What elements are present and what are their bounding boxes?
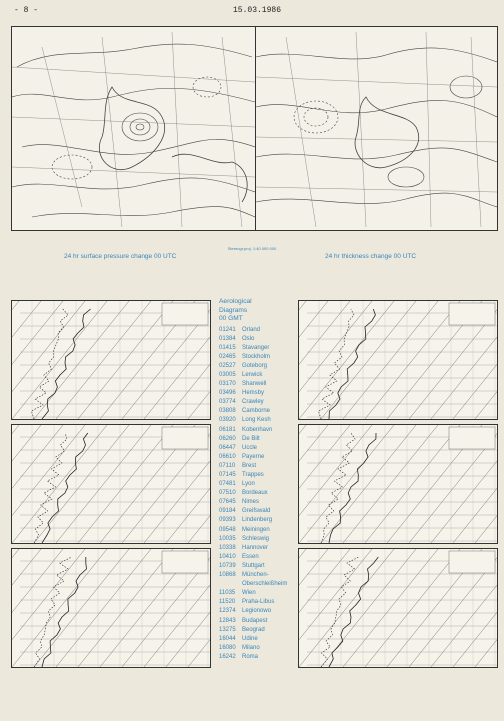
- station-row: [219, 635, 299, 644]
- station-name: De Bilt: [242, 435, 260, 442]
- station-id: 10338: [219, 544, 236, 551]
- station-name: Nimes: [242, 499, 260, 506]
- pressure-map-graphic: [12, 27, 255, 230]
- station-id: 03170: [219, 381, 236, 388]
- aerological-diagram: [11, 424, 211, 544]
- aerological-title: Aerological Diagrams 00 GMT: [219, 298, 252, 322]
- station-name: Legionowo: [242, 608, 272, 615]
- station-name: Budapest: [242, 617, 268, 624]
- station-row: [219, 380, 299, 389]
- station-row: [219, 362, 299, 371]
- station-id: 10410: [219, 553, 236, 560]
- station-id: 09393: [219, 517, 236, 524]
- station-name: Lyon: [242, 481, 255, 488]
- station-row: [219, 535, 299, 544]
- station-id: 10739: [219, 562, 236, 569]
- station-id: 07481: [219, 481, 236, 488]
- station-name: Uccle: [242, 444, 258, 451]
- aerological-diagram: [11, 300, 211, 420]
- station-row: [219, 498, 299, 507]
- station-id: 06260: [219, 435, 236, 442]
- station-row: [219, 407, 299, 416]
- station-row: [219, 426, 299, 435]
- station-row: [219, 580, 299, 589]
- station-name: Wien: [242, 590, 256, 597]
- aerological-diagram: [298, 300, 498, 420]
- station-row: [219, 326, 299, 335]
- station-id: 03496: [219, 390, 236, 397]
- station-id: 01415: [219, 344, 236, 351]
- station-id: 03920: [219, 417, 236, 424]
- station-id: 02465: [219, 353, 236, 360]
- station-name: Goteborg: [242, 362, 268, 369]
- station-name: Udine: [242, 635, 258, 642]
- station-name: Brest: [242, 462, 257, 469]
- station-name: Stuttgart: [242, 562, 265, 569]
- station-name: München-: [242, 572, 269, 579]
- station-row: [219, 453, 299, 462]
- station-id: 01241: [219, 326, 236, 333]
- station-id: 10035: [219, 535, 236, 542]
- station-id: 07145: [219, 472, 236, 478]
- station-id: 09184: [219, 508, 236, 515]
- station-name: Kobenhavn: [242, 426, 273, 433]
- station-row: [219, 626, 299, 635]
- station-name: Praha-Libus: [242, 599, 275, 606]
- station-name: Orland: [242, 326, 261, 333]
- aerological-diagram: [11, 548, 211, 668]
- station-row: [219, 526, 299, 535]
- station-id: 06181: [219, 426, 236, 433]
- station-row: [219, 335, 299, 344]
- station-id: 13275: [219, 626, 236, 633]
- station-id: 16242: [219, 653, 236, 660]
- surface-pressure-caption: 24 hr surface pressure change 00 UTC: [64, 253, 177, 260]
- station-name: Payerne: [242, 453, 265, 460]
- aerological-station-list: [219, 298, 299, 662]
- station-row: [219, 544, 299, 553]
- station-name: Hannover: [242, 544, 269, 551]
- station-name: Stockholm: [242, 353, 271, 360]
- station-row: [219, 644, 299, 653]
- station-id: 12374: [219, 608, 236, 615]
- station-name: Schleswig: [242, 535, 270, 542]
- map-panel: [11, 26, 498, 231]
- station-id: 07510: [219, 490, 236, 497]
- station-name: Bordeaux: [242, 490, 268, 497]
- station-row: [219, 480, 299, 489]
- station-id: 03808: [219, 408, 236, 415]
- station-row: [219, 444, 299, 453]
- station-id: 01384: [219, 335, 236, 342]
- station-id: 10868: [219, 572, 236, 579]
- station-id: [219, 580, 242, 589]
- thickness-change-map: [256, 27, 497, 230]
- station-row: [219, 435, 299, 444]
- station-id: 11035: [219, 590, 236, 597]
- station-name: Greifswald: [242, 508, 271, 515]
- station-id: 16044: [219, 635, 236, 642]
- station-row: [219, 653, 299, 662]
- station-name: Trappes: [242, 472, 264, 478]
- station-row: [219, 617, 299, 626]
- station-id: 11520: [219, 599, 236, 606]
- page-date: 15.03.1986: [233, 6, 282, 15]
- station-id: 03005: [219, 371, 236, 378]
- station-id: 09548: [219, 526, 236, 533]
- station-name: Hemsby: [242, 390, 265, 397]
- station-row: [219, 416, 299, 425]
- station-rows: [219, 326, 299, 662]
- station-row: [219, 389, 299, 398]
- station-name: Long Kesh: [242, 417, 271, 424]
- station-name: Lerwick: [242, 371, 263, 378]
- station-row: [219, 489, 299, 498]
- station-name: Meiningen: [242, 526, 270, 533]
- station-name: Lindenberg: [242, 517, 273, 524]
- station-row: [219, 553, 299, 562]
- station-row: [219, 516, 299, 525]
- surface-pressure-change-map: [12, 27, 256, 230]
- station-name: Shanwell: [242, 381, 267, 388]
- station-row: [219, 471, 299, 480]
- station-name: Oberschleißheim: [242, 581, 288, 588]
- station-id: 07645: [219, 499, 236, 506]
- station-id: 02527: [219, 362, 236, 369]
- station-row: [219, 589, 299, 598]
- station-row: [219, 353, 299, 362]
- map-projection-note: Stereogr.proj. 1:40 000 000: [227, 246, 277, 251]
- thickness-map-graphic: [256, 27, 497, 230]
- station-id: 06447: [219, 444, 236, 451]
- station-id: 06610: [219, 453, 236, 460]
- station-name: Milano: [242, 644, 260, 651]
- station-id: 16080: [219, 644, 236, 651]
- station-name: Camborne: [242, 408, 271, 415]
- station-id: 07110: [219, 462, 236, 469]
- station-name: Beograd: [242, 626, 265, 633]
- station-row: [219, 562, 299, 571]
- aerological-diagram: [298, 548, 498, 668]
- station-name: Oslo: [242, 335, 255, 342]
- station-row: [219, 462, 299, 471]
- station-row: [219, 507, 299, 516]
- station-name: Crawley: [242, 399, 264, 406]
- station-row: [219, 571, 299, 580]
- station-id: 12843: [219, 617, 236, 624]
- aerological-diagram: [298, 424, 498, 544]
- page-number: - 8 -: [14, 6, 39, 15]
- station-row: [219, 398, 299, 407]
- thickness-caption: 24 hr thickness change 00 UTC: [325, 253, 417, 260]
- station-row: [219, 344, 299, 353]
- station-name: Stavanger: [242, 344, 270, 351]
- station-id: 03774: [219, 399, 236, 406]
- station-row: [219, 607, 299, 616]
- station-name: Roma: [242, 653, 259, 660]
- station-row: [219, 598, 299, 607]
- station-row: [219, 371, 299, 380]
- station-name: Essen: [242, 553, 259, 560]
